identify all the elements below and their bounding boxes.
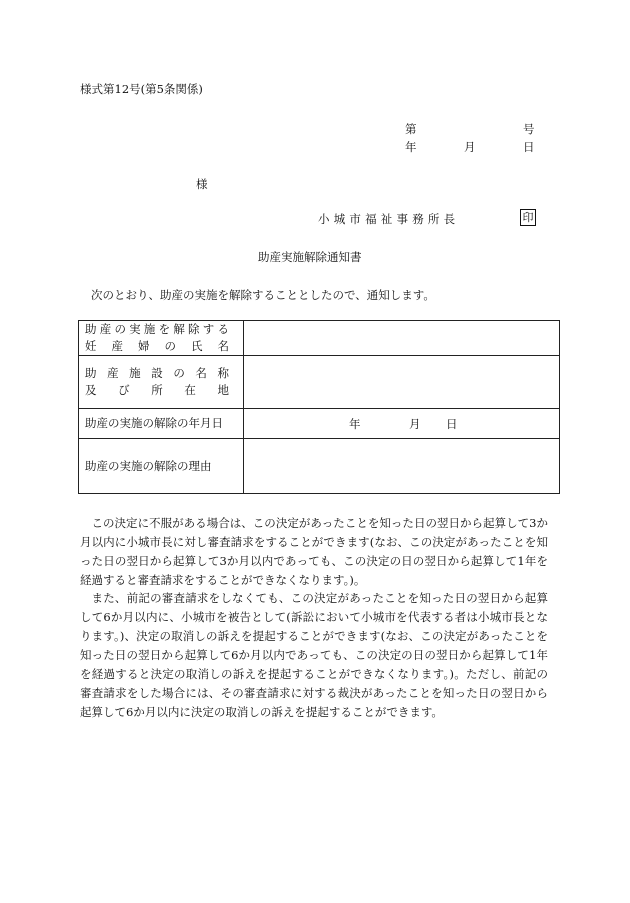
date-month-label: 月 [409,417,421,431]
label-char: の [114,322,126,336]
value-cancellation-date[interactable] [244,409,560,439]
label-char: 助 [85,366,97,380]
document-number-prefix: 第 [405,122,417,136]
label-char: 解 [173,322,185,336]
label-line [85,321,229,338]
value-facility[interactable] [244,356,560,409]
label-recipient-name [79,321,244,356]
notice-paragraph-1: この決定に不服がある場合は、この決定があったことを知った日の翌日から起算して3か月以内に小城市長に対し審査請求をすることができます(なお、この決定があったことを知った日の翌日から起算して3か月以内であっても、この決定の日の翌日から起算して1年を経過すると審査請求をすることができなくなります。)。 [80,516,548,587]
label-char: 産 [111,339,123,353]
label-line [85,365,229,382]
label-line [85,338,229,355]
table-row-reason [79,439,560,494]
label-cancellation-date: 助産の実施の解除の年月日 [79,409,244,439]
label-char: 除 [188,322,200,336]
label-char: る [217,322,229,336]
form-number: 様式第12号(第5条関係) [80,82,203,96]
label-char: 設 [151,366,163,380]
issuer-name: 小城市福祉事務所長 [318,212,460,226]
document-number-suffix: 号 [523,122,535,136]
table-row-date [79,409,560,439]
issue-date-month: 月 [464,140,476,154]
table-row-facility [79,356,560,409]
seal-mark: 印 [520,209,536,226]
label-char: 名 [195,366,207,380]
label-cancellation-reason: 助産の実施の解除の理由 [79,439,244,494]
label-char: 地 [217,383,229,397]
table-row-recipient [79,321,560,356]
label-char: 所 [151,383,163,397]
label-char: 氏 [191,339,203,353]
label-char: び [118,383,130,397]
date-year-label: 年 [349,417,361,431]
addressee-honorific: 様 [196,177,208,191]
label-char: 及 [85,383,97,397]
label-char: 助 [85,322,97,336]
document-title: 助産実施解除通知書 [258,250,362,264]
notice-paragraph-2: また、前記の審査請求をしなくても、この決定があったことを知った日の翌日から起算して6か月以内に、小城市を被告として(訴訟において小城市を代表する者は小城市長となります。)、決定の取消しの訴えを提起することができます(なお、この決定があったことを知った日の翌日から起算して6か月以内であっても、この決定の日の翌日から起算して1年を経過すると決定の取消しの訴えを提起することができなくなります。)。ただし、前記の審査請求をした場合には、その審査請求に対する裁決があったことを知った日の翌日から起算して6か月以内に決定の取消しの訴えを提起することができます。 [80,591,548,719]
label-char: 在 [184,383,196,397]
date-day-label: 日 [446,417,458,431]
issue-date-year: 年 [405,140,417,154]
label-char: 妊 [85,339,97,353]
label-line [85,382,229,399]
label-char: 実 [129,322,141,336]
label-char: の [173,366,185,380]
label-char: 称 [217,366,229,380]
label-char: 施 [129,366,141,380]
label-char: す [202,322,215,336]
label-char: 施 [143,322,156,336]
intro-text: 次のとおり、助産の実施を解除することとしたので、通知します。 [91,288,435,302]
label-char: の [164,339,176,353]
label-char: 婦 [138,339,150,353]
date-fields [244,409,559,438]
label-char: 産 [107,366,119,380]
label-char: 名 [217,339,229,353]
issue-date-day: 日 [523,140,535,154]
info-table [78,320,560,494]
label-facility [79,356,244,409]
label-char: 産 [99,322,112,336]
value-recipient-name[interactable] [244,321,560,356]
label-char: を [158,322,171,336]
value-cancellation-reason[interactable] [244,439,560,494]
